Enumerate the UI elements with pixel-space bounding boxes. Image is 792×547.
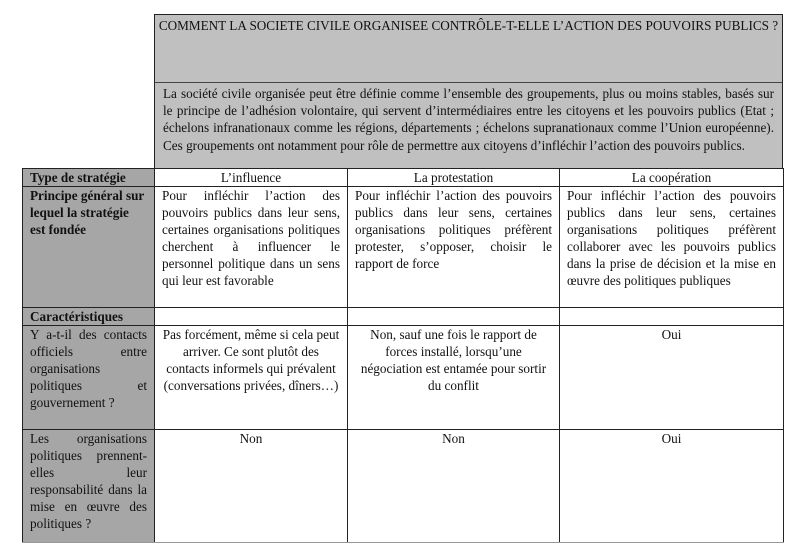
document-description [154, 82, 783, 169]
header-label: Type de stratégie [23, 169, 155, 187]
column-header-protestation: La protestation [348, 169, 560, 187]
cell-carac-protestation [348, 308, 560, 326]
cell-principe-cooperation: Pour infléchir l’action des pouvoirs publics dans leur sens, certaines organisations politiques préfèrent collaborer avec les pouvoirs publics dans la prise de décision et la mise en œuvre des politiques publiques [560, 187, 784, 308]
column-header-influence: L’influence [155, 169, 348, 187]
strategy-table [22, 168, 784, 543]
description-text: La société civile organisée peut être définie comme l’ensemble des groupements, plus ou moins stables, basés sur le principe de l’adhésion volontaire, qui servent d’intermédiaires entre les citoyens et les pouvoirs publics (Etat ; échelons infranationaux comme les régions, départements ; échelons supranationaux comme l’Union européenne). Ces groupements ont notamment pour rôle de permettre aux citoyens d’infléchir l’action des pouvoirs publics. [163, 86, 774, 153]
cell-contacts-cooperation: Oui [560, 326, 784, 430]
cell-contacts-influence: Pas forcément, même si cela peut arriver. Ce sont plutôt des contacts informels qui prévalent (conversations privées, dîners…) [155, 326, 348, 430]
title-text: COMMENT LA SOCIETE CIVILE ORGANISEE CONTRÔLE-T-ELLE L’ACTION DES POUVOIRS PUBLICS ? [158, 18, 779, 33]
row-label-principe: Principe général sur lequel la stratégie est fondée [23, 187, 155, 308]
row-label-responsabilite: Les organisations politiques prennent-elles leur responsabilité dans la mise en œuvre des politiques ? [23, 430, 155, 543]
column-header-cooperation: La coopération [560, 169, 784, 187]
table-row [23, 187, 784, 308]
document-title [154, 14, 783, 83]
cell-carac-influence [155, 308, 348, 326]
cell-resp-influence: Non [155, 430, 348, 543]
cell-carac-cooperation [560, 308, 784, 326]
row-label-caracteristiques: Caractéristiques [23, 308, 155, 326]
cell-principe-influence: Pour infléchir l’action des pouvoirs publics dans leur sens, certaines organisations politiques cherchent à influencer le personnel politique dans un sens qui leur est favorable [155, 187, 348, 308]
table-row [23, 430, 784, 543]
row-label-contacts: Y a-t-il des contacts officiels entre organisations politiques et gouvernement ? [23, 326, 155, 430]
cell-contacts-protestation: Non, sauf une fois le rapport de forces installé, lorsqu’une négociation est entamée pour sortir du conflit [348, 326, 560, 430]
cell-resp-protestation: Non [348, 430, 560, 543]
table-row [23, 308, 784, 326]
cell-principe-protestation: Pour infléchir l’action des pouvoirs publics dans leur sens, certaines organisations politiques préfèrent protester, s’opposer, choisir le rapport de force [348, 187, 560, 308]
table-row [23, 326, 784, 430]
table-header-row [23, 169, 784, 187]
cell-resp-cooperation: Oui [560, 430, 784, 543]
